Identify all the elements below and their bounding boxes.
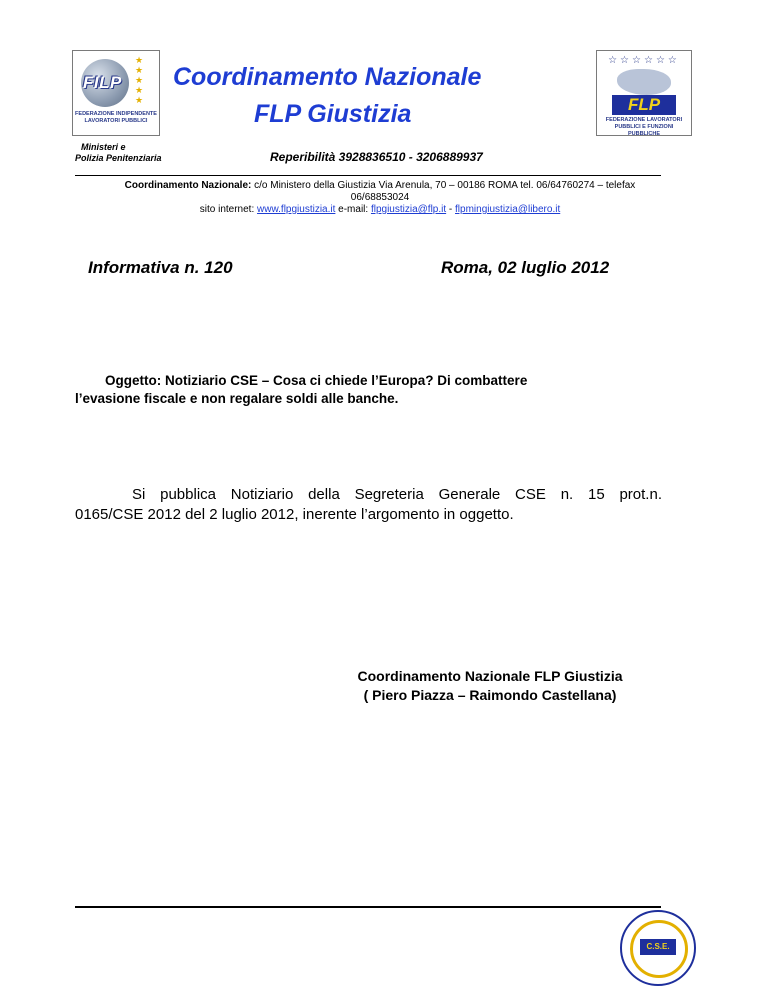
title-line-2: FLP Giustizia (254, 100, 412, 128)
cse-seal-icon (620, 910, 696, 986)
email-label: e-mail: (335, 204, 371, 215)
subject-line-1: Oggetto: Notiziario CSE – Cosa ci chiede l’Europa? Di combattere (105, 373, 528, 388)
eu-stars-icon: ☆☆☆☆☆☆ (608, 55, 680, 66)
signature-block (330, 667, 650, 705)
flp-logo-text: FLP (612, 95, 676, 115)
seal-text: C.S.E. (640, 939, 676, 955)
filp-logo-caption: FEDERAZIONE INDIPENDENTE LAVORATORI PUBBLICI (75, 111, 157, 124)
flp-logo (596, 50, 692, 136)
body-line-2: 0165/CSE 2012 del 2 luglio 2012, inerente l’argomento in oggetto. (75, 506, 514, 523)
polizia-label: Polizia Penitenziaria (75, 153, 162, 163)
title-line-1: Coordinamento Nazionale (173, 63, 482, 91)
footer-divider (75, 906, 661, 908)
europe-map-icon (617, 69, 671, 95)
filp-logo-text: FILP (83, 73, 122, 92)
informativa-number: Informativa n. 120 (88, 258, 233, 277)
subject-line-2: l’evasione fiscale e non regalare soldi alle banche. (75, 391, 399, 406)
email-link-1[interactable]: flpgiustizia@flp.it (370, 204, 447, 215)
address-line-2: 06/68853024 (350, 192, 410, 203)
email-separator: - (446, 204, 456, 215)
sito-label: sito internet: (199, 204, 258, 215)
address-line-1: c/o Ministero della Giustizia Via Arenula, 70 – 00186 ROMA tel. 06/64760274 – telefax (251, 180, 636, 191)
signature-line-1: Coordinamento Nazionale FLP Giustizia (357, 668, 623, 684)
reperibilita-text: Reperibilità 3928836510 - 3206889937 (270, 150, 483, 164)
stars-icon: ★ ★ ★ ★ ★ (135, 55, 144, 105)
address-label: Coordinamento Nazionale: (124, 180, 252, 191)
body-line-1: Si pubblica Notiziario della Segreteria Generale CSE n. 15 prot.n. (132, 486, 662, 503)
header-divider (75, 175, 661, 176)
filp-logo (72, 50, 160, 136)
ministeri-label: Ministeri e (81, 142, 126, 152)
subject-block (75, 372, 635, 408)
document-date: Roma, 02 luglio 2012 (441, 258, 610, 277)
flp-logo-caption: FEDERAZIONE LAVORATORI PUBBLICI E FUNZIONI PUBBLICHE (605, 117, 683, 137)
website-link[interactable]: www.flpgiustizia.it (257, 204, 336, 215)
signature-line-2: ( Piero Piazza – Raimondo Castellana) (363, 687, 617, 703)
body-text (75, 485, 662, 525)
address-block (75, 180, 685, 216)
email-link-2[interactable]: flpmingiustizia@libero.it (455, 204, 561, 215)
